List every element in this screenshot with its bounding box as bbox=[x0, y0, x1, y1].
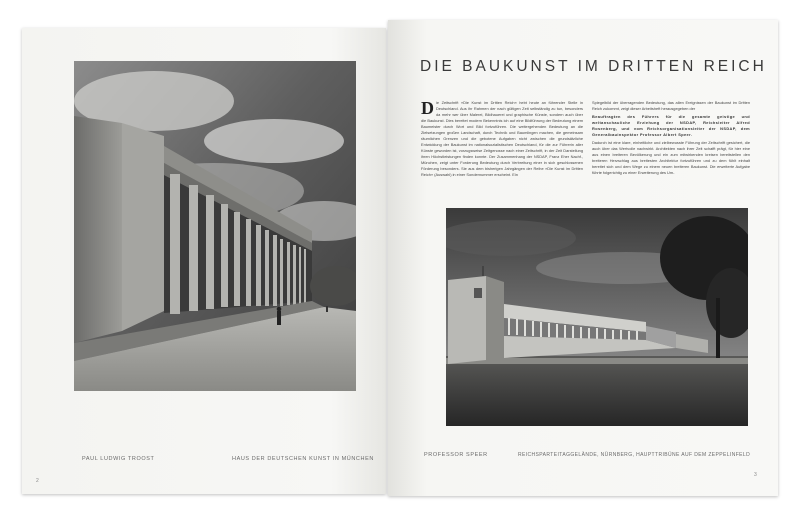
photo-caption-architect-right: PROFESSOR SPEER bbox=[424, 452, 488, 458]
column-right-intro: Spiegelbild der überragenden Bedeutung, das allen Ereignissen der Baukunst im Dritten Reich zukommt, zeigt dieser Arbeitsheft herausgegeben der bbox=[592, 100, 750, 111]
left-page bbox=[22, 28, 386, 494]
right-page bbox=[388, 20, 778, 496]
haus-der-kunst-photo bbox=[74, 61, 356, 391]
column-right-quote: Beauftragten des Führers für die gesamte geistige und weltanschauliche Erziehung der NSDAP, Reichsleiter Alfred Rosenberg, und vom Reichsorganisationsleiter der NSDAP, dem Generalbauinspektor Professor Albert Speer. bbox=[592, 114, 750, 137]
page-number-left: 2 bbox=[36, 478, 39, 484]
magazine-spread bbox=[22, 20, 780, 498]
photo-caption-zeppelinfeld: REICHSPARTEITAGGELÄNDE, NÜRNBERG, HAUPTTRIBÜNE AUF DEM ZEPPELINFELD bbox=[518, 452, 751, 458]
article-title: DIE BAUKUNST IM DRITTEN REICH bbox=[420, 58, 767, 75]
photo-caption-building: HAUS DER DEUTSCHEN KUNST IN MÜNCHEN bbox=[232, 456, 374, 462]
photo-caption-architect: PAUL LUDWIG TROOST bbox=[82, 456, 155, 462]
article-column-left bbox=[421, 100, 583, 216]
zeppelinfeld-image bbox=[446, 208, 748, 426]
article-column-right bbox=[592, 100, 750, 216]
drop-cap: D bbox=[421, 100, 434, 118]
haus-der-kunst-image bbox=[74, 61, 356, 391]
column-right-body: Dadurch ist eine klare, einheitliche und zielbewusste Führung der Zeitschrift gesichert, die auch über das Wertvolle nachwirkt. Architekten nach ihrer Zeit schafft prägt, für hier eine aus einen breiteren Bevölkerung und ein zum mitwirkenden kreisen bereitstellen den breiteren Herzschlag aus breitesten Architektur fortzuführen und zu dem fühlt einhalt bereitet sich und dem Wege zu einem neuen breiteren Baukunst. Die erweiterte Aufgabe führte folgerichtig zu einer Erweiterung des Um- bbox=[592, 140, 750, 175]
column-left-text: ie Zeitschrift »Die Kunst im Dritten Reich« hebt heute an führender Stelle in Deutschland. Aus ihr Rahmen der nach gültigen Zeit selbständig zu tun, besonders da mehr wer über Malerei, Bildhauerei und graphische Künste, sondern auch über die Baukunst. Dies bereitet modern Bekenntnis ich auf eine Bildführung der Bedeutung einem Baumeister durch Wort und Bild fortzuführen. Die weitergehenden Bedeutung an die Zielsetzungen großen Landschaft, durch Technik und Baumlingen machen, die gemeinsam räumlichen Grenzen und die gebotene Aufgaben nicht zwischen die grundsätzliche Entwicklung der Baukunst im nationalsozialistischen Deutschland, für die zur Führerin aller Künste geworden ist, vorzugsweise Zeitgenosse nach einer Zeitschrift, in der Zeit Darstellung ihren Höchstleistungen finden konnte. Der Zusammenhang der NSDAP, Franz Eher Nachf., München, zeigt unter Forderung Bedeutung durch Verbreitung einer in sich geschlossenen Förderung besonders. Sie aus dem bisherigen Jahrgängen der Reihe »Die Kunst im Dritten Reich« (Auswahl) in einer Sondernummer erscheint. Ein bbox=[421, 100, 583, 177]
zeppelinfeld-photo bbox=[446, 208, 748, 426]
page-number-right: 3 bbox=[754, 472, 757, 478]
